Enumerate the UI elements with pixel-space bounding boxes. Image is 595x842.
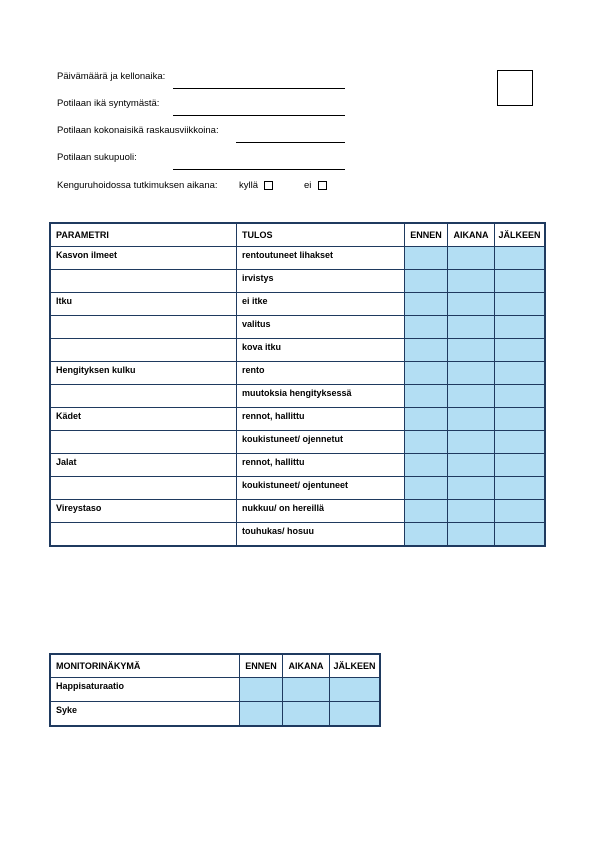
parameter-cell: Itku: [51, 293, 237, 316]
aikana-input-cell[interactable]: [448, 385, 495, 408]
result-cell: rento: [237, 362, 405, 385]
ennen-input-cell[interactable]: [405, 500, 448, 523]
parameter-cell: [51, 523, 237, 546]
table-row: [51, 678, 380, 702]
table-row: [51, 454, 545, 477]
kangaroo-label: Kenguruhoidossa tutkimuksen aikana:: [57, 180, 218, 191]
parameter-cell: Kasvon ilmeet: [51, 247, 237, 270]
ennen-input-cell[interactable]: [405, 316, 448, 339]
parameter-cell: Vireystaso: [51, 500, 237, 523]
aikana-input-cell[interactable]: [448, 339, 495, 362]
result-cell: nukkuu/ on hereillä: [237, 500, 405, 523]
aikana-input-cell[interactable]: [448, 500, 495, 523]
table-row: [51, 316, 545, 339]
aikana-input-cell[interactable]: [448, 454, 495, 477]
ennen-input-cell[interactable]: [405, 523, 448, 546]
result-cell: koukistuneet/ ojentuneet: [237, 477, 405, 500]
result-cell: ei itke: [237, 293, 405, 316]
monitor-parameter-cell: Happisaturaatio: [51, 678, 240, 702]
monitor-header-ennen: ENNEN: [240, 655, 283, 678]
monitor-table: [50, 654, 380, 726]
aikana-input-cell[interactable]: [283, 702, 330, 726]
parameter-cell: Jalat: [51, 454, 237, 477]
kangaroo-no-checkbox[interactable]: [318, 181, 327, 190]
aikana-input-cell[interactable]: [448, 293, 495, 316]
kangaroo-no-label: ei: [304, 180, 312, 191]
parameter-cell: [51, 270, 237, 293]
jalkeen-input-cell[interactable]: [330, 702, 380, 726]
ennen-input-cell[interactable]: [405, 339, 448, 362]
jalkeen-input-cell[interactable]: [495, 316, 545, 339]
aikana-input-cell[interactable]: [283, 678, 330, 702]
header-aikana: AIKANA: [448, 224, 495, 247]
ennen-input-cell[interactable]: [240, 678, 283, 702]
result-cell: muutoksia hengityksessä: [237, 385, 405, 408]
parameter-cell: [51, 431, 237, 454]
monitor-header-jalkeen: JÄLKEEN: [330, 655, 380, 678]
jalkeen-input-cell[interactable]: [495, 385, 545, 408]
table-row: [51, 270, 545, 293]
gestational-age-field[interactable]: [236, 142, 345, 143]
aikana-input-cell[interactable]: [448, 477, 495, 500]
parameter-cell: [51, 385, 237, 408]
result-cell: kova itku: [237, 339, 405, 362]
result-cell: rennot, hallittu: [237, 454, 405, 477]
table-row: [51, 385, 545, 408]
table-row: [51, 339, 545, 362]
patient-age-label: Potilaan ikä syntymästä:: [57, 98, 160, 109]
jalkeen-input-cell[interactable]: [495, 431, 545, 454]
header-ennen: ENNEN: [405, 224, 448, 247]
assessment-table: [50, 223, 545, 546]
ennen-input-cell[interactable]: [405, 454, 448, 477]
ennen-input-cell[interactable]: [405, 408, 448, 431]
date-time-label: Päivämäärä ja kellonaika:: [57, 71, 166, 82]
monitor-header-monitorinakyma: MONITORINÄKYMÄ: [51, 655, 240, 678]
table-row: [51, 408, 545, 431]
aikana-input-cell[interactable]: [448, 408, 495, 431]
result-cell: irvistys: [237, 270, 405, 293]
aikana-input-cell[interactable]: [448, 270, 495, 293]
ennen-input-cell[interactable]: [405, 385, 448, 408]
table-row: [51, 247, 545, 270]
sex-label: Potilaan sukupuoli:: [57, 152, 137, 163]
kangaroo-yes-label: kyllä: [239, 180, 259, 191]
parameter-cell: Kädet: [51, 408, 237, 431]
aikana-input-cell[interactable]: [448, 316, 495, 339]
ennen-input-cell[interactable]: [240, 702, 283, 726]
monitor-parameter-cell: Syke: [51, 702, 240, 726]
ennen-input-cell[interactable]: [405, 293, 448, 316]
jalkeen-input-cell[interactable]: [330, 678, 380, 702]
ennen-input-cell[interactable]: [405, 247, 448, 270]
table-row: [51, 293, 545, 316]
aikana-input-cell[interactable]: [448, 523, 495, 546]
jalkeen-input-cell[interactable]: [495, 500, 545, 523]
ennen-input-cell[interactable]: [405, 270, 448, 293]
jalkeen-input-cell[interactable]: [495, 523, 545, 546]
gestational-age-label: Potilaan kokonaisikä raskausviikkoina:: [57, 125, 219, 136]
jalkeen-input-cell[interactable]: [495, 408, 545, 431]
table-row: [51, 362, 545, 385]
parameter-cell: [51, 339, 237, 362]
monitor-header-aikana: AIKANA: [283, 655, 330, 678]
ennen-input-cell[interactable]: [405, 431, 448, 454]
jalkeen-input-cell[interactable]: [495, 454, 545, 477]
result-cell: valitus: [237, 316, 405, 339]
ennen-input-cell[interactable]: [405, 477, 448, 500]
header-tulos: TULOS: [237, 224, 405, 247]
result-cell: rennot, hallittu: [237, 408, 405, 431]
ennen-input-cell[interactable]: [405, 362, 448, 385]
jalkeen-input-cell[interactable]: [495, 293, 545, 316]
jalkeen-input-cell[interactable]: [495, 339, 545, 362]
aikana-input-cell[interactable]: [448, 362, 495, 385]
result-cell: koukistuneet/ ojennetut: [237, 431, 405, 454]
sex-field[interactable]: [173, 169, 345, 170]
aikana-input-cell[interactable]: [448, 247, 495, 270]
table-row: [51, 523, 545, 546]
date-time-field[interactable]: [173, 88, 345, 89]
aikana-input-cell[interactable]: [448, 431, 495, 454]
jalkeen-input-cell[interactable]: [495, 247, 545, 270]
table-row: [51, 431, 545, 454]
table-row: [51, 477, 545, 500]
jalkeen-input-cell[interactable]: [495, 477, 545, 500]
jalkeen-input-cell[interactable]: [495, 270, 545, 293]
jalkeen-input-cell[interactable]: [495, 362, 545, 385]
kangaroo-yes-checkbox[interactable]: [264, 181, 273, 190]
header-jalkeen: JÄLKEEN: [495, 224, 545, 247]
header-parametri: PARAMETRI: [51, 224, 237, 247]
patient-age-field[interactable]: [173, 115, 345, 116]
stamp-box[interactable]: [497, 70, 533, 106]
table-row: [51, 500, 545, 523]
parameter-cell: Hengityksen kulku: [51, 362, 237, 385]
result-cell: touhukas/ hosuu: [237, 523, 405, 546]
result-cell: rentoutuneet lihakset: [237, 247, 405, 270]
parameter-cell: [51, 477, 237, 500]
parameter-cell: [51, 316, 237, 339]
table-row: [51, 702, 380, 726]
